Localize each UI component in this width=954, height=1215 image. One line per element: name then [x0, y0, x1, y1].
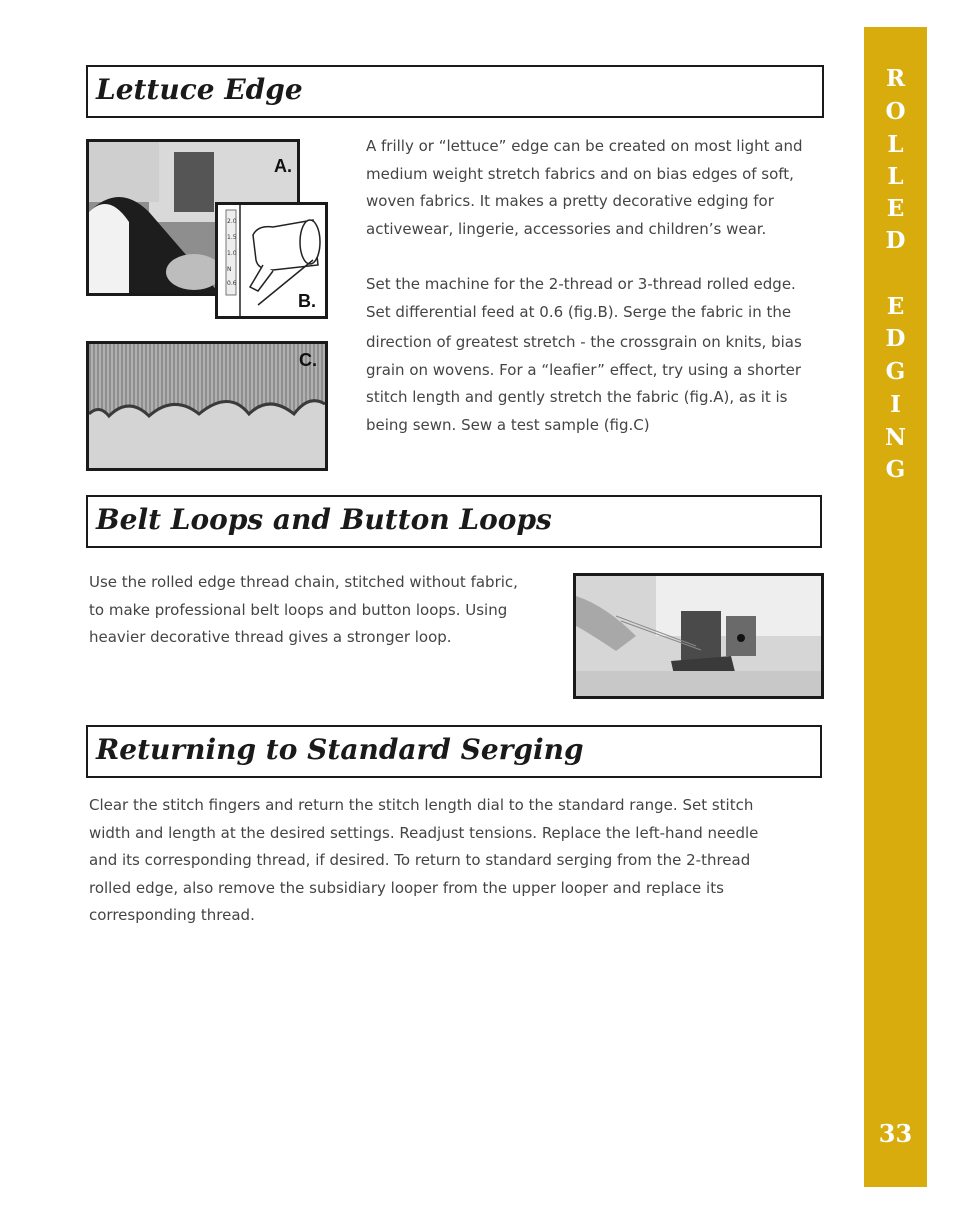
svg-text:2.0: 2.0 — [227, 218, 237, 225]
svg-text:1.5: 1.5 — [227, 234, 237, 241]
sidebar-letter: R — [885, 65, 906, 92]
fig-c-image — [89, 344, 325, 468]
sidebar-letter: N — [884, 424, 907, 451]
lettuce-paragraph-1 — [366, 133, 803, 243]
fig-b-label: B. — [298, 291, 316, 311]
text-line: Clear the stitch fingers and return the stitch length dial to the standard range. Set stitch — [89, 796, 754, 814]
text-line: rolled edge, also remove the subsidiary looper from the upper looper and replace its — [89, 878, 724, 897]
text-line: stitch length and gently stretch the fabric (fig.A), as it is — [366, 388, 788, 406]
text-line: corresponding thread. — [89, 906, 255, 924]
returning-title: Returning to Standard Serging — [96, 733, 584, 766]
text-line: to make professional belt loops and button loops. Using — [89, 600, 508, 619]
svg-text:N: N — [227, 266, 232, 273]
belt-loops-paragraph — [89, 569, 518, 652]
fig-b-diagram — [215, 202, 328, 319]
text-line: Use the rolled edge thread chain, stitched without fabric, — [89, 573, 518, 591]
page-number: 33 — [878, 1119, 913, 1148]
text-line: Set the machine for the 2-thread or 3-thread rolled edge. — [366, 275, 796, 293]
text-line: A frilly or “lettuce” edge can be created on most light and — [366, 137, 803, 155]
text-line: heavier decorative thread gives a stronger loop. — [89, 628, 452, 646]
serger-foot-image — [576, 576, 821, 696]
belt-loops-photo — [573, 573, 824, 699]
text-line: grain on wovens. For a “leafier” effect, try using a shorter — [366, 360, 802, 379]
sidebar-letter: G — [885, 358, 906, 385]
svg-text:0.6: 0.6 — [227, 280, 237, 287]
chapter-sidebar — [864, 27, 927, 1187]
sidebar-letter: L — [887, 163, 904, 190]
sidebar-letter: D — [885, 325, 906, 352]
text-line: and its corresponding thread, if desired. To return to standard serging from the 2-thread — [89, 851, 751, 869]
lettuce-edge-header — [86, 65, 824, 118]
sidebar-letter: O — [885, 98, 906, 125]
sidebar-letter: L — [887, 131, 904, 158]
text-line: being sewn. Sew a test sample (fig.C) — [366, 415, 650, 434]
lettuce-paragraph-2 — [366, 271, 802, 439]
fig-c-label: C. — [299, 350, 317, 370]
returning-header — [86, 725, 822, 778]
lettuce-edge-title: Lettuce Edge — [96, 73, 303, 106]
sidebar-letter: E — [886, 195, 905, 222]
fig-c-photo — [86, 341, 328, 471]
text-line: activewear, lingerie, accessories and children’s wear. — [366, 219, 767, 238]
text-line: Set differential feed at 0.6 (fig.B). Serge the fabric in the — [366, 302, 792, 321]
sidebar-letter: G — [885, 456, 906, 483]
sidebar-letter: D — [885, 227, 906, 254]
fig-a-label: A. — [274, 156, 292, 176]
belt-loops-title: Belt Loops and Button Loops — [96, 503, 552, 536]
text-line: medium weight stretch fabrics and on bias edges of soft, — [366, 164, 794, 183]
text-line: direction of greatest stretch - the crossgrain on knits, bias — [366, 333, 802, 351]
sidebar-letter: E — [886, 293, 905, 320]
text-line: woven fabrics. It makes a pretty decorative edging for — [366, 192, 774, 210]
svg-text:1.0: 1.0 — [227, 250, 237, 257]
returning-paragraph — [89, 792, 758, 930]
belt-loops-header — [86, 495, 822, 548]
text-line: width and length at the desired settings. Readjust tensions. Replace the left-hand needle — [89, 823, 759, 842]
sidebar-letter: I — [890, 391, 901, 418]
